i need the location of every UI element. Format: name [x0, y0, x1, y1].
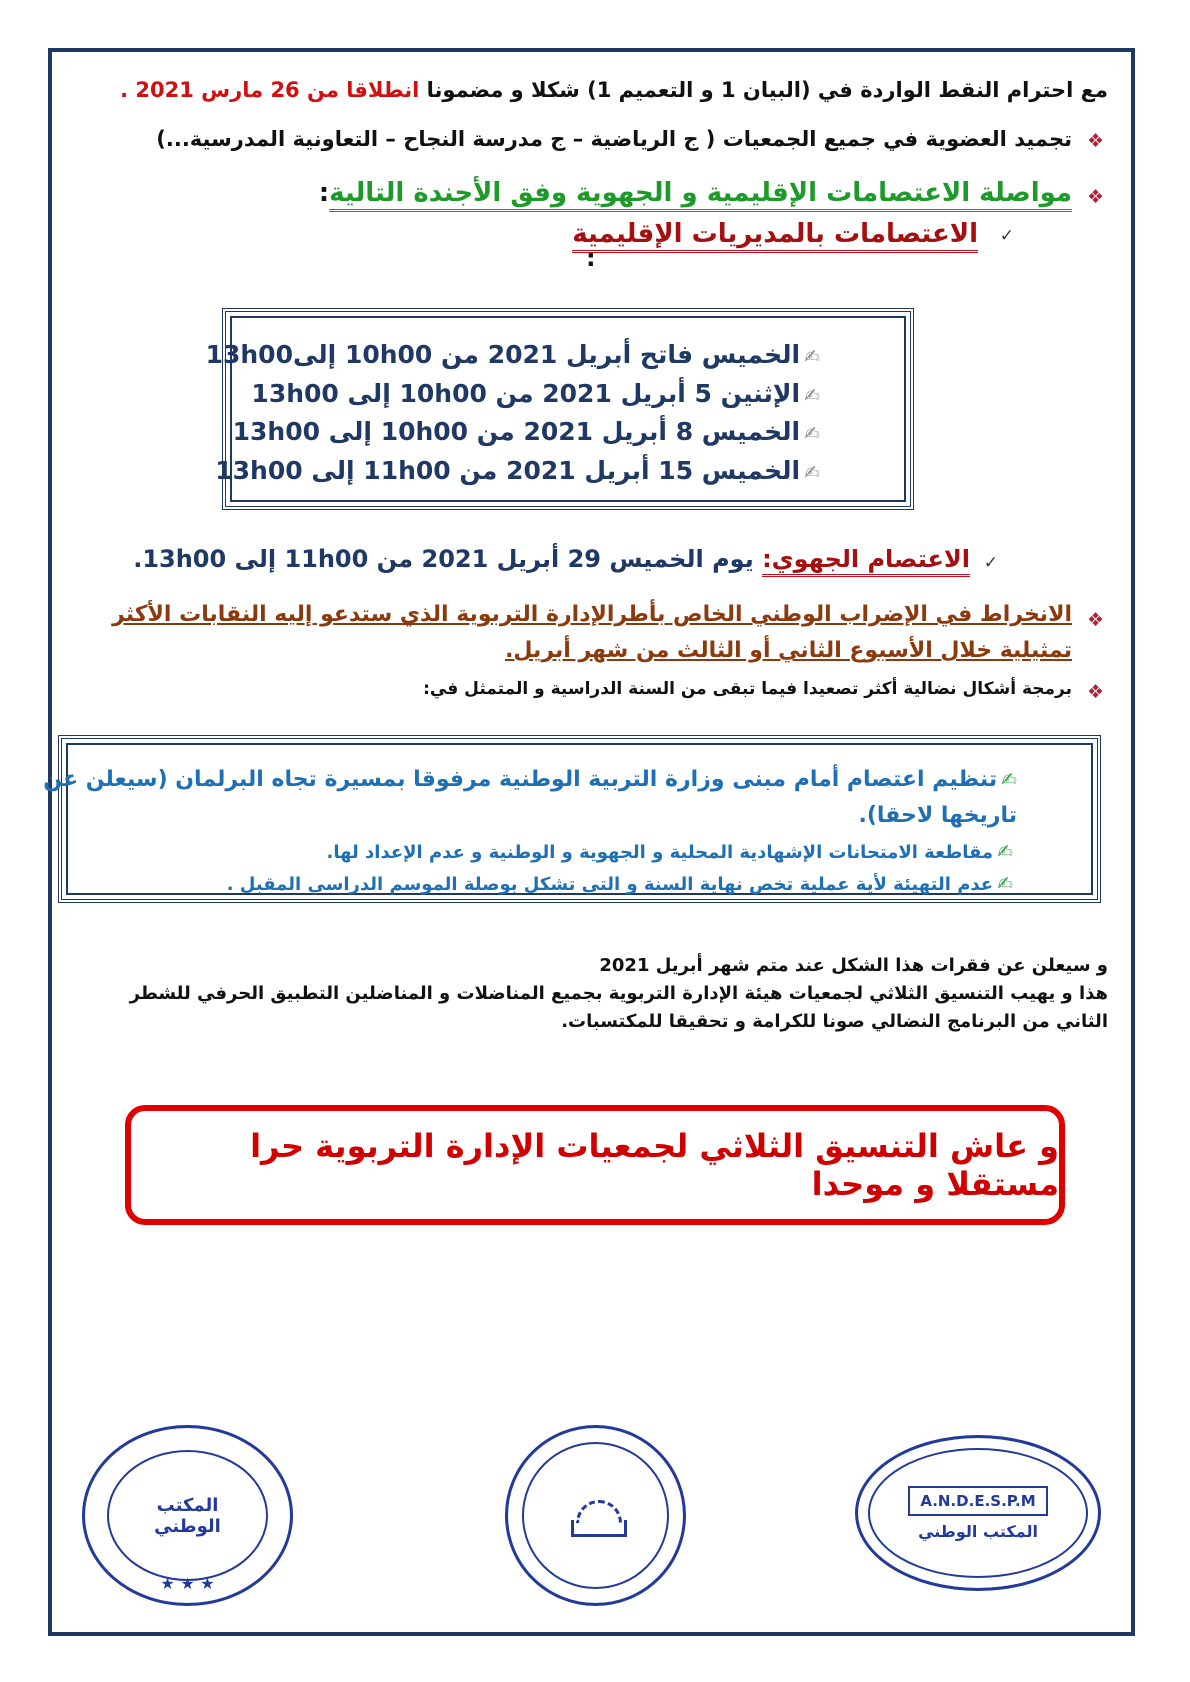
schedule-item-text: الخميس 15 أبريل 2021 من 11h00 إلى 13h00	[215, 456, 801, 485]
diamond-bullet-icon: ❖	[1086, 681, 1104, 703]
schedule-item	[206, 340, 820, 369]
schedule-item	[233, 417, 820, 446]
actions-box	[43, 735, 1101, 903]
stamp-right-abbr: A.N.D.E.S.P.M	[908, 1486, 1047, 1516]
continue-sitins-colon: :	[318, 178, 330, 208]
provincial-heading	[572, 219, 978, 249]
schedule-item-text: الخميس فاتح أبريل 2021 من 10h00 إلى13h00	[205, 340, 801, 369]
escalation-text: برمجة أشكال نضالية أكثر تصعيدا فيما تبقى من السنة الدراسية و المتمثل في:	[423, 679, 1072, 699]
stamp-right	[855, 1435, 1101, 1591]
action-item-continued: تاريخها لاحقا).	[858, 803, 1017, 828]
continue-sitins-line	[82, 178, 1072, 208]
closing-slogan: و عاش التنسيق الثلاثي لجمعيات الإدارة التربوية حرا مستقلا و موحدا	[250, 1127, 1059, 1203]
regional-detail: يوم الخميس 29 أبريل 2021 من 11h00 إلى 13h00.	[133, 545, 763, 573]
quill-icon: ✍	[804, 462, 820, 484]
freeze-membership-text: تجميد العضوية في جميع الجمعيات ( ج الرياضية – ج مدرسة النجاح – التعاونية المدرسية...)	[156, 127, 1072, 151]
quill-icon: ✍	[804, 346, 820, 368]
schedule-item-text: الإثنين 5 أبريل 2021 من 10h00 إلى 13h00	[251, 379, 801, 408]
schedule-box	[205, 308, 914, 510]
quill-icon: ✍	[1001, 769, 1017, 791]
diamond-bullet-icon: ❖	[1086, 130, 1104, 152]
action-item-text: عدم التهيئة لأية عملية تخص نهاية السنة و التي تشكل بوصلة الموسم الدراسي المقبل .	[226, 874, 994, 895]
check-icon: ✓	[983, 553, 998, 573]
sun-book-emblem	[561, 1496, 631, 1536]
check-icon: ✓	[999, 226, 1014, 246]
announcement-line-1: و سيعلن عن فقرات هذا الشكل عند متم شهر أبريل 2021	[599, 955, 1108, 976]
schedule-item	[251, 379, 820, 408]
stamp-right-center: المكتب الوطني	[918, 1521, 1038, 1541]
quill-icon: ✍	[997, 873, 1013, 895]
action-item	[327, 841, 1013, 863]
intro-prefix: مع احترام النقط الواردة في (البيان 1 و التعميم 1) شكلا و مضمونا	[426, 78, 1108, 102]
action-item	[43, 767, 1017, 792]
diamond-bullet-icon: ❖	[1086, 609, 1104, 631]
stamp-left-stars: ★ ★ ★	[160, 1574, 215, 1593]
diamond-bullet-icon: ❖	[1086, 186, 1104, 208]
stamp-left-bottom: الوطني	[154, 1515, 221, 1537]
schedule-item	[215, 456, 820, 485]
stamp-left-top: المكتب	[156, 1494, 219, 1516]
stamp-center	[505, 1425, 686, 1606]
intro-line	[82, 78, 1108, 102]
regional-sitin-line	[133, 545, 970, 573]
stamp-left	[82, 1425, 293, 1606]
announcement-line-2: هذا و يهيب التنسيق الثلاثي لجمعيات هيئة الإدارة التربوية بجميع المناضلات و المناضلين التطبيق الحرفي للشطر	[129, 983, 1108, 1004]
provincial-colon: :	[586, 244, 596, 272]
action-item-text: مقاطعة الامتحانات الإشهادية المحلية و الجهوية و الوطنية و عدم الإعداد لها.	[326, 842, 994, 863]
quill-icon: ✍	[804, 423, 820, 445]
announcement-line-3: الثاني من البرنامج النضالي صونا للكرامة و تحقيقا للمكتسبات.	[561, 1011, 1108, 1032]
action-item-text: تنظيم اعتصام أمام مبنى وزارة التربية الوطنية مرفوقا بمسيرة تجاه البرلمان (سيعلن عن	[43, 767, 998, 792]
continue-sitins-text: مواصلة الاعتصامات الإقليمية و الجهوية وفق الأجندة التالية	[329, 178, 1072, 212]
intro-highlight: انطلاقا من 26 مارس 2021 .	[120, 78, 420, 102]
quill-icon: ✍	[804, 385, 820, 407]
action-item	[227, 873, 1013, 895]
quill-icon: ✍	[997, 841, 1013, 863]
national-strike-line-1: الانخراط في الإضراب الوطني الخاص بأطرالإدارة التربوية الذي ستدعو إليه النقابات الأكثر	[112, 602, 1072, 627]
schedule-item-text: الخميس 8 أبريل 2021 من 10h00 إلى 13h00	[232, 417, 801, 446]
regional-heading: الاعتصام الجهوي:	[762, 545, 970, 577]
national-strike-line-2: تمثيلية خلال الأسبوع الثاني أو الثالث من شهر أبريل.	[505, 638, 1072, 663]
closing-slogan-box	[125, 1105, 1065, 1225]
provincial-heading-text: الاعتصامات بالمديريات الإقليمية	[572, 219, 978, 253]
